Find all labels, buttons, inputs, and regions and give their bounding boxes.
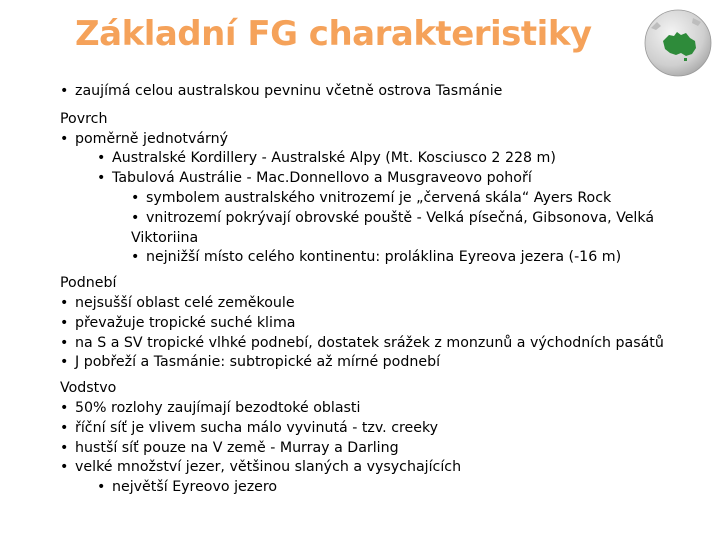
list-item: [60, 399, 710, 419]
bullet: •: [97, 150, 106, 167]
list-item: [60, 439, 710, 459]
bullet: •: [60, 130, 69, 147]
list-item-text: hustší síť pouze na V země - Murray a Darling: [75, 439, 399, 456]
list-item-text: převažuje tropické suché klima: [75, 314, 296, 331]
list-item-text: největší Eyreovo jezero: [112, 479, 278, 496]
list-item: [60, 209, 710, 229]
list-item: [60, 248, 710, 268]
bullet: •: [60, 354, 69, 371]
list-item: [60, 169, 710, 189]
list-item-text: Australské Kordillery - Australské Alpy (Mt. Kosciusco 2 228 m): [112, 150, 556, 167]
list-item-text: 50% rozlohy zaujímají bezodtoké oblasti: [75, 399, 361, 416]
list-item-text: poměrně jednotvárný: [75, 130, 229, 147]
list-item: [60, 130, 710, 150]
globe-australia-icon: [643, 8, 713, 78]
list-item-text: nejsušší oblast celé zeměkoule: [75, 294, 295, 311]
list-item-text: symbolem australského vnitrozemí je „červená skála“ Ayers Rock: [146, 189, 612, 206]
bullet: •: [60, 459, 69, 476]
list-item-text: Tabulová Austrálie - Mac.Donnellovo a Musgraveovo pohoří: [112, 170, 532, 187]
bullet: •: [97, 479, 106, 496]
list-item: [60, 149, 710, 169]
list-item: [60, 334, 710, 354]
bullet: •: [131, 209, 140, 226]
list-item: [60, 458, 710, 478]
list-item-text: velké množství jezer, většinou slaných a vysychajících: [75, 459, 462, 476]
bullet: •: [60, 439, 69, 456]
bullet: •: [60, 83, 69, 99]
intro-line: [60, 82, 710, 102]
bullet: •: [60, 334, 69, 351]
povrch-heading: Povrch: [60, 110, 108, 127]
list-item-text: na S a SV tropické vlhké podnebí, dostatek srážek z monzunů a východních pasátů: [75, 334, 664, 351]
bullet: •: [60, 399, 69, 416]
list-item-text: nejnižší místo celého kontinentu: proláklina Eyreova jezera (-16 m): [146, 249, 622, 266]
bullet: •: [60, 294, 69, 311]
list-item-text: J pobřeží a Tasmánie: subtropické až mírné podnebí: [75, 354, 441, 371]
bullet: •: [60, 314, 69, 331]
list-item: [60, 353, 710, 373]
list-item-text: Viktoriina: [131, 229, 199, 246]
list-item: [60, 189, 710, 209]
bullet: •: [131, 249, 140, 266]
vodstvo-heading: Vodstvo: [60, 380, 117, 397]
slide-content: [60, 82, 710, 498]
list-item-continuation: [60, 229, 710, 249]
bullet: •: [131, 189, 140, 206]
bullet: •: [60, 419, 69, 436]
list-item-text: vnitrozemí pokrývají obrovské pouště - Velká písečná, Gibsonova, Velká: [146, 209, 655, 226]
podnebi-heading: Podnebí: [60, 275, 117, 292]
page-title: Základní FG charakteristiky: [75, 14, 592, 54]
list-item: [60, 294, 710, 314]
list-item: [60, 478, 710, 498]
bullet: •: [97, 170, 106, 187]
list-item: [60, 419, 710, 439]
list-item: [60, 314, 710, 334]
list-item-text: říční síť je vlivem sucha málo vyvinutá - tzv. creeky: [75, 419, 439, 436]
intro-text: zaujímá celou australskou pevninu včetně ostrova Tasmánie: [75, 83, 503, 99]
